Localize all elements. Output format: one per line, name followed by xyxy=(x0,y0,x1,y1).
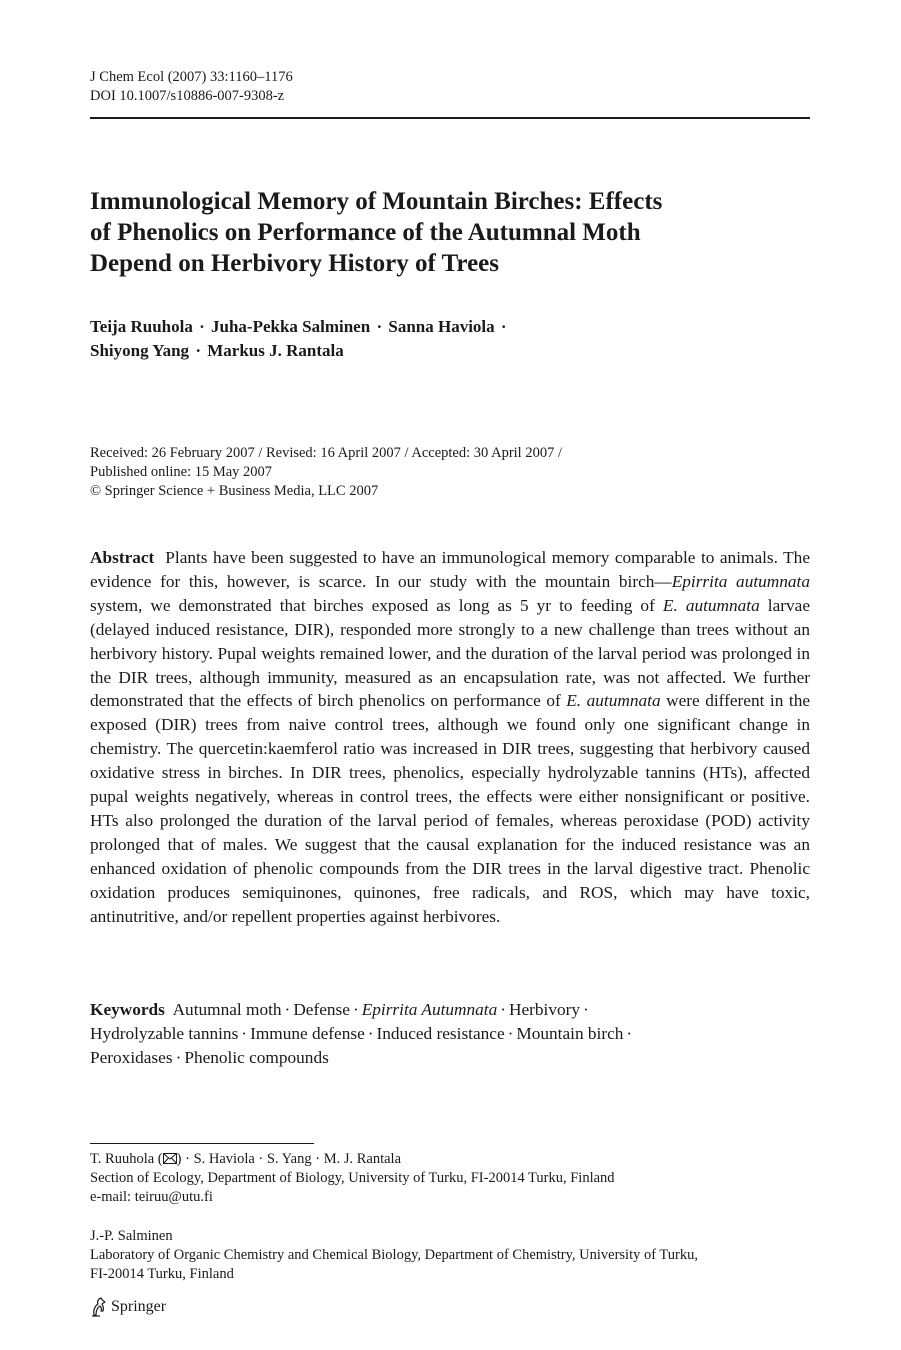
author-5: Markus J. Rantala xyxy=(207,341,344,360)
doi: DOI 10.1007/s10886-007-9308-z xyxy=(90,88,285,104)
author-separator: · xyxy=(258,1151,264,1167)
paper-title xyxy=(90,186,770,279)
keyword-separator: · xyxy=(500,1000,507,1019)
header-rule xyxy=(90,117,810,119)
keyword-separator: · xyxy=(626,1024,633,1043)
author-separator: · xyxy=(376,317,383,336)
keyword-separator: · xyxy=(507,1024,514,1043)
species-name: Epirrita autumnata xyxy=(671,571,810,591)
author-name: ) xyxy=(176,1151,182,1167)
keyword: Hydrolyzable tannins xyxy=(90,1024,239,1043)
affiliation-2 xyxy=(90,1227,810,1284)
author-separator: · xyxy=(185,1151,190,1167)
keyword-separator: · xyxy=(284,1000,291,1019)
species-name: E. autumnata xyxy=(662,595,760,615)
publication-dates xyxy=(90,444,562,501)
author-name: S. Yang xyxy=(266,1151,312,1167)
affiliation-1 xyxy=(90,1150,810,1207)
abstract-text-4: were different in the exposed (DIR) trees from naive control trees, although we found only one significant change in chemistry. The quercetin:kaemferol ratio was increased in DIR trees, suggesting that herbivory caused oxidative stress in birches. In DIR trees, phenolics, especially hydrolyzable tannins (HTs), affected pupal weights negatively, whereas in control trees, the effects were either nonsignificant or positive. HTs also prolonged the duration of the larval period of females, whereas peroxidase (POD) activity prolonged that of males. We suggest that the causal explanation for the induced resistance was an enhanced oxidation of phenolic compounds from the DIR trees in the larval digestive tract. Phenolic oxidation produces semiquinones, quinones, free radicals, and ROS, which may have toxic, antinutritive, and/or repellent properties against herbivores. xyxy=(90,691,811,926)
copyright: © Springer Science + Business Media, LLC 2007 xyxy=(90,483,379,499)
keywords xyxy=(90,998,810,1070)
publisher-name: Springer xyxy=(111,1298,167,1315)
title-line-1: Immunological Memory of Mountain Birches: Effects xyxy=(90,188,663,215)
email-link[interactable]: e-mail: teiruu@utu.fi xyxy=(90,1189,213,1205)
keyword: Phenolic compounds xyxy=(184,1048,329,1067)
author-separator: · xyxy=(195,341,201,360)
keyword-separator: · xyxy=(352,1000,359,1019)
springer-horse-icon xyxy=(90,1297,108,1317)
keyword: Peroxidases xyxy=(90,1048,173,1067)
author-4: Shiyong Yang xyxy=(90,341,190,360)
keywords-heading: Keywords xyxy=(90,1000,165,1019)
keyword: Defense xyxy=(293,1000,350,1019)
author-name: T. Ruuhola ( xyxy=(90,1151,163,1167)
author-list xyxy=(90,315,770,363)
received-revised-accepted: Received: 26 February 2007 / Revised: 16 April 2007 / Accepted: 30 April 2007 / xyxy=(90,445,562,461)
author-name: J.-P. Salminen xyxy=(90,1228,173,1244)
author-name: S. Haviola xyxy=(193,1151,255,1167)
keyword: Epirrita Autumnata xyxy=(361,1000,498,1019)
keyword: Mountain birch xyxy=(516,1024,624,1043)
author-separator: · xyxy=(500,317,507,336)
department: Section of Ecology, Department of Biology, University of Turku, FI-20014 Turku, Finland xyxy=(90,1170,615,1186)
species-name: E. autumnata xyxy=(566,691,661,711)
author-2: Juha-Pekka Salminen xyxy=(211,317,371,336)
keyword: Autumnal moth xyxy=(172,1000,282,1019)
author-name: M. J. Rantala xyxy=(323,1151,402,1167)
footnote-rule xyxy=(90,1143,314,1144)
abstract-heading: Abstract xyxy=(90,548,155,567)
abstract-text-3: larvae (delayed induced resistance, DIR), responded more strongly to a new challenge than trees without an herbivory history. Pupal weights remained lower, and the duration of the larval period was prolonged in the DIR trees, although immunity, measured as an encapsulation rate, was not affected. We further demonstrated that the effects of birch phenolics on performance of xyxy=(90,595,811,711)
keyword: Herbivory xyxy=(509,1000,581,1019)
department-address: FI-20014 Turku, Finland xyxy=(90,1266,234,1282)
keyword-separator: · xyxy=(367,1024,374,1043)
keyword-separator: · xyxy=(241,1024,248,1043)
published-online: Published online: 15 May 2007 xyxy=(90,464,273,480)
abstract-text-1: Plants have been suggested to have an immunological memory comparable to animals. The evidence for this, however, is scarce. In our study with the mountain birch— xyxy=(90,548,810,591)
abstract xyxy=(90,546,810,929)
publisher-logo xyxy=(90,1296,166,1318)
journal-citation: J Chem Ecol (2007) 33:1160–1176 xyxy=(90,69,293,85)
author-separator: · xyxy=(199,317,205,336)
author-1: Teija Ruuhola xyxy=(90,317,193,336)
department: Laboratory of Organic Chemistry and Chemical Biology, Department of Chemistry, University of Turku, xyxy=(90,1247,698,1263)
author-3: Sanna Haviola xyxy=(388,317,495,336)
keyword: Immune defense xyxy=(250,1024,365,1043)
envelope-icon xyxy=(163,1153,177,1164)
keyword-separator: · xyxy=(583,1000,589,1019)
keyword-separator: · xyxy=(175,1048,182,1067)
keyword: Induced resistance xyxy=(376,1024,505,1043)
title-line-2: of Phenolics on Performance of the Autumnal Moth xyxy=(90,219,641,246)
abstract-text-2: system, we demonstrated that birches exposed as long as 5 yr to feeding of xyxy=(90,595,663,615)
title-line-3: Depend on Herbivory History of Trees xyxy=(90,250,499,277)
journal-header xyxy=(90,68,293,106)
author-separator: · xyxy=(315,1151,321,1167)
